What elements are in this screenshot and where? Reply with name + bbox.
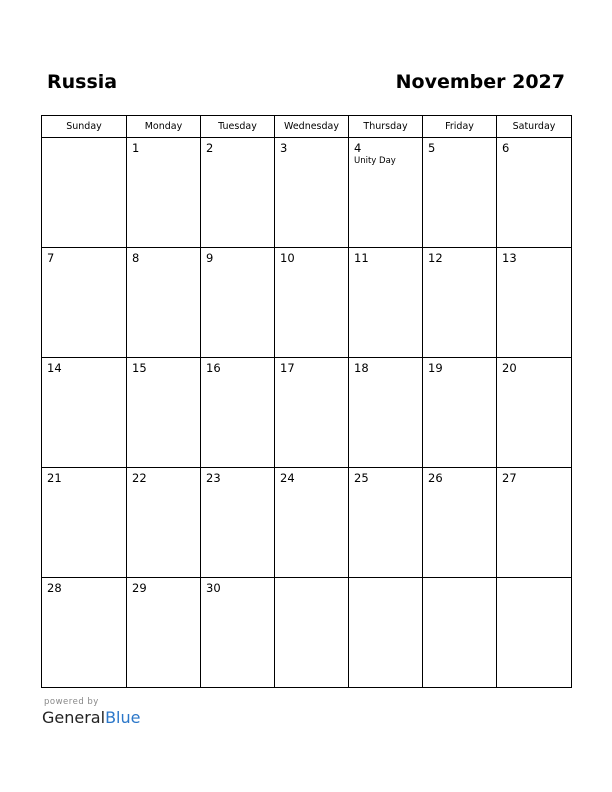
weekday-header-row <box>42 116 572 138</box>
day-cell <box>349 248 423 358</box>
day-cell <box>127 358 201 468</box>
day-number: 24 <box>280 471 295 485</box>
weekday-header: Friday <box>423 116 497 138</box>
day-cell <box>423 578 497 688</box>
day-number: 11 <box>354 251 369 265</box>
day-cell <box>423 358 497 468</box>
day-cell <box>201 138 275 248</box>
day-number: 3 <box>280 141 288 155</box>
day-cell <box>127 138 201 248</box>
weekday-header: Wednesday <box>275 116 349 138</box>
day-cell <box>349 468 423 578</box>
weekday-header: Sunday <box>42 116 127 138</box>
day-number: 1 <box>132 141 140 155</box>
day-number: 6 <box>502 141 510 155</box>
day-cell <box>497 578 572 688</box>
powered-by-text: powered by <box>44 697 99 707</box>
day-cell <box>275 578 349 688</box>
day-cell <box>127 468 201 578</box>
day-cell <box>201 468 275 578</box>
day-number: 10 <box>280 251 295 265</box>
week-row <box>42 468 572 578</box>
day-number: 21 <box>47 471 62 485</box>
day-number: 9 <box>206 251 214 265</box>
day-cell <box>275 138 349 248</box>
day-number: 23 <box>206 471 221 485</box>
generalblue-logo <box>42 708 140 727</box>
day-cell <box>497 138 572 248</box>
day-cell <box>42 138 127 248</box>
day-cell <box>201 578 275 688</box>
day-number: 8 <box>132 251 140 265</box>
day-number: 30 <box>206 581 221 595</box>
day-number: 4 <box>354 141 362 155</box>
day-cell <box>42 358 127 468</box>
day-cell <box>497 358 572 468</box>
day-number: 29 <box>132 581 147 595</box>
day-number: 17 <box>280 361 295 375</box>
day-number: 15 <box>132 361 147 375</box>
day-cell <box>275 468 349 578</box>
week-row <box>42 138 572 248</box>
day-number: 13 <box>502 251 517 265</box>
day-cell <box>349 578 423 688</box>
day-cell <box>423 248 497 358</box>
day-cell <box>497 248 572 358</box>
day-cell <box>42 468 127 578</box>
day-number: 20 <box>502 361 517 375</box>
week-row <box>42 578 572 688</box>
day-cell <box>423 468 497 578</box>
day-cell <box>127 578 201 688</box>
day-cell <box>423 138 497 248</box>
day-number: 7 <box>47 251 55 265</box>
day-number: 12 <box>428 251 443 265</box>
day-number: 25 <box>354 471 369 485</box>
day-number: 28 <box>47 581 62 595</box>
weekday-header: Saturday <box>497 116 572 138</box>
day-cell <box>42 578 127 688</box>
day-number: 19 <box>428 361 443 375</box>
day-cell <box>349 358 423 468</box>
weekday-header: Thursday <box>349 116 423 138</box>
day-cell <box>275 358 349 468</box>
day-number: 5 <box>428 141 436 155</box>
day-cell <box>201 358 275 468</box>
day-number: 14 <box>47 361 62 375</box>
logo-blue: Blue <box>105 708 141 727</box>
month-title: November 2027 <box>395 71 565 93</box>
day-cell <box>201 248 275 358</box>
day-cell <box>127 248 201 358</box>
weekday-header: Monday <box>127 116 201 138</box>
day-number: 18 <box>354 361 369 375</box>
logo-general: General <box>42 708 106 727</box>
day-cell <box>349 138 423 248</box>
country-title: Russia <box>47 71 118 93</box>
day-cell <box>42 248 127 358</box>
day-number: 16 <box>206 361 221 375</box>
day-cell <box>497 468 572 578</box>
calendar-grid <box>41 115 572 688</box>
day-number: 22 <box>132 471 147 485</box>
week-row <box>42 358 572 468</box>
week-row <box>42 248 572 358</box>
day-cell <box>275 248 349 358</box>
holiday-label: Unity Day <box>354 156 396 166</box>
day-number: 26 <box>428 471 443 485</box>
weekday-header: Tuesday <box>201 116 275 138</box>
day-number: 27 <box>502 471 517 485</box>
day-number: 2 <box>206 141 214 155</box>
